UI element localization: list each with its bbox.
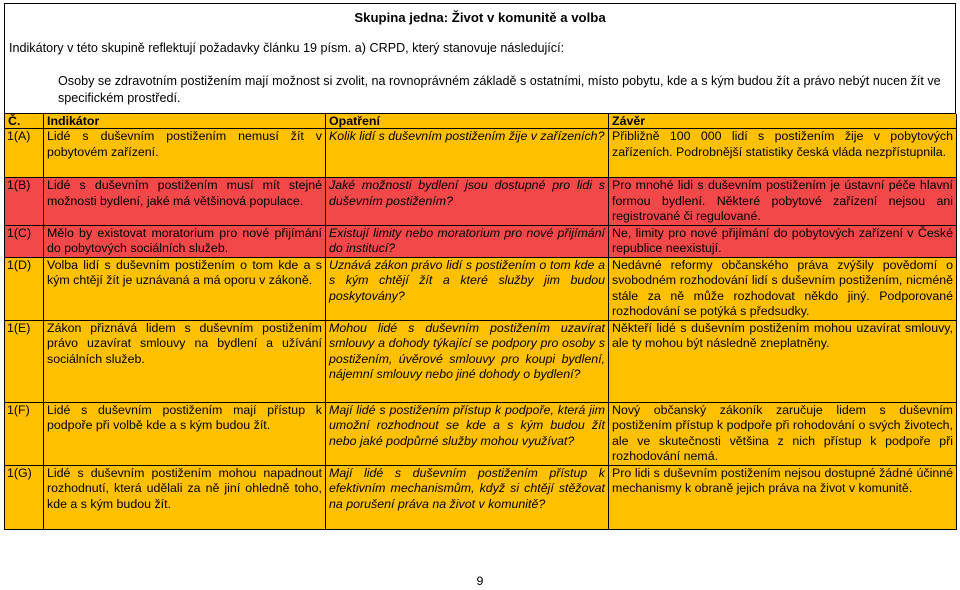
conclusion-cell: Přibližně 100 000 lidí s postižením žije v pobytových zařízeních. Podrobnější statistiky česká vláda nezpřístupnila. [609,129,957,178]
row-number: 1(G) [5,465,44,529]
header-conclusion: Závěr [609,114,957,129]
intro-text: Indikátory v této skupině reflektují požadavky článku 19 písm. a) CRPD, který stanovuje následující: [9,41,565,55]
indicator-table [4,114,957,530]
conclusion-cell: Pro mnohé lidi s duševním postižením je ústavní péče hlavní formou bydlení. Některé pobytové zařízení nejsou ani registrované či regulované. [609,178,957,226]
indicator-cell: Zákon přiznává lidem s duševním postižením právo uzavírat smlouvy na bydlení a užívání sociálních služeb. [44,320,326,402]
table-row [5,402,957,465]
indicator-cell: Mělo by existovat moratorium pro nové přijímání do pobytových sociálních služeb. [44,225,326,257]
document-page [4,3,956,530]
conclusion-cell: Pro lidi s duševním postižením nejsou dostupné žádné účinné mechanismy k obraně jejich práva na život v komunitě. [609,465,957,529]
measure-cell: Mají lidé s duševním postižením přístup k efektivním mechanismům, když si chtějí stěžovat na porušení práva na život v komunitě? [326,465,609,529]
table-row [5,465,957,529]
indicator-cell: Lidé s duševním postižením nemusí žít v pobytovém zařízení. [44,129,326,178]
conclusion-cell: Někteří lidé s duševním postižením mohou uzavírat smlouvy, ale ty mohou být následně zneplatněny. [609,320,957,402]
indicator-cell: Volba lidí s duševním postižením o tom kde a s kým chtějí žít je uznávaná a má oporu v zákoně. [44,257,326,320]
table-header-row [5,114,957,129]
page-number: 9 [476,574,484,588]
group-title: Skupina jedna: Život v komunitě a volba [354,10,606,25]
conclusion-cell: Nový občanský zákoník zaručuje lidem s duševním postižením přístup k podpoře při rohodování o svých životech, ale ve skutečnosti většina z nich přístup k podpoře při rozhodování nemá. [609,402,957,465]
measure-cell: Uznává zákon právo lidí s postižením o tom kde a s kým chtějí žít a které služby jim budou poskytovány? [326,257,609,320]
table-row [5,257,957,320]
header-indicator: Indikátor [44,114,326,129]
table-row [5,129,957,178]
table-row [5,225,957,257]
row-number: 1(C) [5,225,44,257]
indicator-cell: Lidé s duševním postižením musí mít stejné možnosti bydlení, jaké má většinová populace. [44,178,326,226]
conclusion-cell: Ne, limity pro nové přijímání do pobytových zařízení v České republice neexistují. [609,225,957,257]
row-number: 1(D) [5,257,44,320]
header-measure: Opatření [326,114,609,129]
row-number: 1(A) [5,129,44,178]
header-num: Č. [5,114,44,129]
group-header-box [4,3,956,114]
row-number: 1(F) [5,402,44,465]
measure-cell: Kolik lidí s duševním postižením žije v zařízeních? [326,129,609,178]
crpd-quote: Osoby se zdravotním postižením mají možnost si zvolit, na rovnoprávném základě s ostatními, místo pobytu, kde a s kým budou žít a právo nebýt nucen žít ve specifickém prostředí. [58,74,941,105]
measure-cell: Mají lidé s postižením přístup k podpoře, která jim umožní rozhodnout se kde a s kým budou žít nebo jaké podpůrné služby mohou využívat? [326,402,609,465]
row-number: 1(E) [5,320,44,402]
indicator-cell: Lidé s duševním postižením mohou napadnout rozhodnutí, která udělali za ně jiní ohledně toho, kde a s kým budou žít. [44,465,326,529]
measure-cell: Existují limity nebo moratorium pro nové přijímání do institucí? [326,225,609,257]
conclusion-cell: Nedávné reformy občanského práva zvýšily povědomí o svobodném rozhodování lidí s duševním postižením, nicméně stále za ně může rozhodovat někdo jiný. Podporované rozhodování se potýká s předsudky. [609,257,957,320]
indicator-cell: Lidé s duševním postižením mají přístup k podpoře při volbě kde a s kým budou žít. [44,402,326,465]
table-row [5,320,957,402]
table-row [5,178,957,226]
measure-cell: Jaké možnosti bydlení jsou dostupné pro lidi s duševním postižením? [326,178,609,226]
row-number: 1(B) [5,178,44,226]
measure-cell: Mohou lidé s duševním postižením uzavírat smlouvy a dohody týkající se podpory pro osoby s postižením, úvěrové smlouvy pro koupi bydlení, nájemní smlouvy nebo jiné dohody o bydlení? [326,320,609,402]
